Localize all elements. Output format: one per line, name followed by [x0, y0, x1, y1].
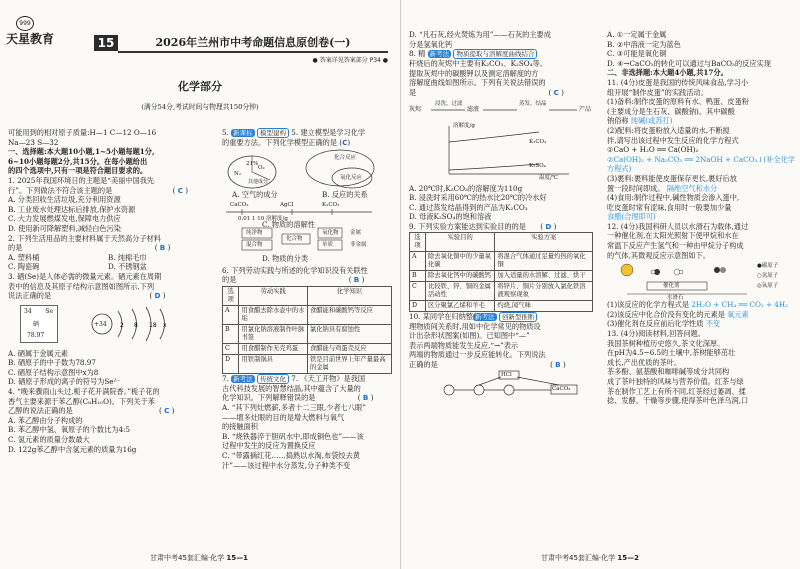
q12-text: (1)该反应的化学方程式是 2H₂O + CH₄ ══ CO₂ + 4H₂	[607, 300, 789, 310]
q8-option: C. 通过蒸发结晶得到的产品为K₂CO₃	[409, 202, 528, 212]
q7-stem: 7. 新考法 传统文化 7. 《天工开物》是我国	[222, 373, 366, 383]
table-row: D 用铁制锅具 铁是目前世界上年产量最高的金属	[223, 354, 392, 373]
q11-text: (2)配料:将皮蛋粉放入适量的水,不断搅	[607, 125, 730, 135]
pie-label: 其他成分	[248, 178, 269, 185]
q3-stem: 说法正确的是 ( D )	[8, 291, 166, 301]
legend-label: ●碳原子	[757, 263, 779, 270]
q11-equation: ①CaO + H₂O ══ Ca(OH)₂	[607, 145, 699, 155]
q1-option: A. 分类回收生活垃圾,充分利用资源	[8, 195, 121, 205]
q2-answer: B	[159, 243, 166, 253]
exam-number: 15	[94, 35, 118, 51]
q2-stem: 2. 下列生活用品的主要材料属于天然高分子材料	[8, 233, 161, 243]
flow-step: 滤液	[467, 105, 480, 113]
q8-stem: 是 ( C )	[409, 87, 564, 97]
q10-option: A. ①一定属于金属	[607, 30, 667, 39]
q7-option: 过程中发生的反应为置换反应	[222, 441, 316, 451]
q8-option: D. 母液K₂SO₄的饱和溶液	[409, 212, 492, 222]
page-header	[0, 0, 400, 64]
q13-text: 捻、发酵、干燥等步骤,使得茶叶色泽乌润,口	[607, 396, 749, 406]
right-page-column-1	[409, 30, 595, 400]
table-row: C 用食醋制作无壳鸡蛋 食醋能与鸡蛋壳反应	[223, 343, 392, 354]
q11-stem: 11. (4分)皮蛋是我国的传统风味食品,学习小	[607, 77, 749, 87]
q7-option: C. “带露摘红花……捣熟以水淘,布袋绞去黄	[222, 450, 360, 460]
q12-text: (2)该反应中化合价没有变化的元素是 氧元素	[607, 309, 749, 319]
q2-options: A. 塑料桶 B. 纯棉毛巾	[8, 252, 147, 262]
left-page-column-2	[222, 128, 394, 470]
table-row: C 比较铁、锌、铜的金属活动性 将锌片、铜片分别放入氯化铁溶液观察现象	[410, 281, 593, 300]
solubility-label: K₂CO₃	[322, 201, 340, 208]
part1-heading: 6~10小题每题2分,共15分。在每小题给出	[8, 156, 148, 166]
part1-heading: 的四个选项中,只有一项是符合题目要求的。	[8, 166, 148, 176]
q8-option: B. 浸洗时采用60℃的热水比20℃的冷水好	[409, 193, 547, 203]
q4-answer: C	[164, 406, 170, 416]
legend-label: ◎氧原子	[757, 283, 779, 290]
solubility-curve	[429, 122, 579, 182]
table-header: 实验方案	[495, 232, 593, 251]
q5-tag: 模型建构	[257, 128, 289, 138]
q9-answer: D	[545, 221, 552, 231]
q12-stem: 12. (4分)我国科研人员以水滑石为载体,通过	[607, 221, 749, 231]
right-page	[400, 0, 800, 569]
q13-stem: 13. (4分)阅读材料,回答问题。	[607, 329, 706, 339]
q6-answer: B	[353, 275, 360, 285]
q11-answer: 纯碱(或苏打)	[630, 116, 673, 126]
q7-option: 的接触面积	[222, 422, 258, 432]
q3-figure	[8, 301, 218, 349]
node-label: HCl	[501, 371, 512, 378]
q1-answer: C	[177, 185, 183, 195]
left-column	[8, 128, 218, 454]
q1-stem: 1. 2025年我国环境日的主题是“美丽中国我先	[8, 175, 155, 185]
node-label: CaCO₃	[552, 385, 571, 392]
table-row: D 区分聚氯乙烯和羊毛 灼烧,闻气味	[410, 300, 593, 311]
q7-option: 汁”——该过程中水分蒸发,分子种类不变	[222, 460, 351, 470]
q2-options: C. 陶瓷碗 D. 不锈钢盆	[8, 262, 147, 272]
q12-diagram	[607, 260, 797, 300]
q7-stem: 古代科技发展的智慧结晶,其中蕴含了大量的	[222, 383, 361, 393]
q8-stem: 秆烧后的灰烬中主要有K₂CO₃、K₂SO₄等。	[409, 59, 547, 69]
class-label: 单质	[322, 241, 334, 248]
q13-text: 茶在制作工艺上有所不同,红茶经过萎凋、揉	[607, 386, 746, 396]
diagram-label: 催化剂	[663, 283, 680, 290]
part2-heading: 二、非选择题:本大题4小题,共17分。	[607, 68, 728, 78]
q8-solubility-chart	[409, 122, 595, 184]
q13-text: 我国茶树种植历史悠久,茶文化深厚。	[607, 338, 725, 348]
figure-caption: C. 物质的溶解性	[262, 219, 315, 229]
q3-answer: D	[154, 291, 161, 301]
q4-option: A. 苯乙醇由分子构成的	[8, 415, 83, 425]
axis-label: 温度/℃	[539, 174, 559, 181]
q9-table	[409, 232, 593, 312]
q8-answer: C	[553, 87, 559, 97]
pie-label: N₂	[234, 170, 242, 177]
q4-option: C. 氢元素的质量分数最大	[8, 435, 90, 445]
q11-text: 吃皮蛋时常有涩味,食用时一般要加少量	[607, 202, 732, 212]
q10-stem: 计出杂形状图案(如图)。已知图中“—”	[409, 331, 530, 341]
flow-step: 浸洗、过滤	[435, 100, 463, 107]
q1-option: B. 工业废水处理达标后排放,保护水资源	[8, 204, 136, 214]
q7-option: B. “烧铁器淬于胆矾水中,即成铜色也”——该	[222, 431, 364, 441]
page-title: 2026年兰州市中考命题信息原创卷(一)	[118, 35, 388, 53]
flow-step: 蒸发、结晶	[519, 100, 547, 107]
q8-flowchart	[409, 98, 595, 122]
q4-stem: 4. “晚来骤雨山头过,栀子花开满院香。”栀子花的	[8, 387, 160, 397]
q10-stem: 理物质间关系时,用如中化学常见的物质设	[409, 321, 541, 331]
q11-text: (4)食用:制作过程中,碱性物质会渗入蛋中,	[607, 193, 740, 203]
relation-label: 化合反应	[334, 154, 357, 161]
q7-option: A. “其下列灶燃薪,多者十二三眼,少者七八眼”	[222, 402, 366, 412]
q8-stem: 8. 精 新考法 物质提取与溶解度曲线结合	[409, 49, 595, 59]
series-label: K₂SO₄	[529, 162, 546, 169]
q5-stem: 5. 新课标 模型建构 5. 建立模型是学习化学	[222, 128, 366, 137]
q11-text: 拌,请写出该过程中发生反应的化学方程式	[607, 135, 739, 145]
q4-option: D. 122g苯乙醇中含氢元素的质量为16g	[8, 444, 137, 454]
q6-stem: 6. 下列劳动实践与所述的化学知识没有关联性	[222, 265, 368, 275]
figure-caption: B. 反应的关系	[322, 189, 368, 199]
class-label: 纯净物	[246, 229, 263, 236]
svg-text:x: x	[163, 321, 167, 329]
svg-text:18: 18	[149, 321, 157, 329]
q13-text: 成长,产出优质的茶叶。	[607, 357, 682, 367]
q8-option: A. 20℃时,K₂CO₃的溶解度为110g	[409, 183, 523, 193]
footer-left: 甘肃中考45套汇编·化学 15—1	[150, 554, 248, 562]
q4-stem: 乙醇的说法正确的是 ( C )	[8, 406, 175, 416]
q7-stem: 化学知识。下列解释错误的是 ( B )	[222, 393, 374, 403]
q10-stem: 正确的是 ( B )	[409, 359, 566, 369]
q12-stem: 常温下反应产生氢气和一种由甲烷分子构成	[607, 241, 744, 251]
atomic-mass-line: 可能用到的相对原子质量:H—1 C—12 O—16	[8, 128, 157, 137]
axis-label: 溶解度/g	[453, 122, 475, 129]
diagram-label: 水滑石	[667, 295, 684, 302]
q11-text: (3)裹料:裹料能使皮蛋保存更长,裹好后放	[607, 173, 737, 183]
flow-step: 产品	[579, 105, 592, 113]
relation-label: 氧化反应	[340, 174, 363, 181]
svg-text:8: 8	[134, 321, 138, 329]
nucleus-charge: +34	[94, 320, 107, 328]
q7-option: 分是氢氧化钙	[409, 39, 453, 49]
q9-stem: 9. 下列实验方案能达到实验目的的是 ( D )	[409, 221, 557, 231]
q4-option: B. 苯乙醇中氢、氧原子的个数比为4:5	[8, 425, 131, 435]
q12-text: (3)催化剂在反应前后化学性质 不变	[607, 319, 721, 329]
q3-stem: 表中的信息及其原子结构示意图如图所示,下列	[8, 281, 155, 291]
q1-stem: 行”。下列做法不符合该主题的是 ( C )	[8, 185, 189, 195]
class-label: 金属	[350, 229, 362, 236]
part1-heading: 一、选择题:本大题10小题,1~5小题每题1分,	[8, 147, 155, 157]
solubility-scale: 0.01 1 10 溶解度/g	[238, 215, 288, 222]
q12-stem: 的气体,其微观反应示意图如下。	[607, 250, 710, 260]
q12-stem: 一种催化剂,在太阳光照射下使甲烷和水在	[607, 231, 739, 241]
q2-stem: 的是 ( B )	[8, 243, 171, 253]
q3-option: C. 硒原子结构示意图中x为8	[8, 367, 99, 377]
figure-caption: A. 空气的成分	[232, 189, 278, 199]
flow-step: 灰烬	[409, 105, 422, 113]
q13-text: 在pH为4.5~6.5的土壤中,茶树能够茁壮	[607, 348, 736, 358]
periodic-cell: 34 Se 硒 78.97	[20, 305, 58, 343]
q10-diagram	[409, 370, 595, 400]
table-header: 化学知识	[307, 286, 391, 305]
series-label: K₂CO₃	[529, 138, 547, 145]
q11-answer: 隔绝空气和水分	[666, 183, 718, 193]
q11-stem: 组开展“制作皮蛋”的实践活动。	[607, 87, 708, 97]
q8-stem: 溶解度曲线如图所示。下列有关说法错误的	[409, 78, 546, 88]
class-label: 非金属	[350, 241, 367, 248]
q7-option: ——增多灶眼的目的是增大燃料与氧气	[222, 412, 345, 422]
table-row: A 用食醋去除水壶中的水垢 食醋能和碳酸钙等反应	[223, 305, 392, 324]
footer-right: 甘肃中考45套汇编·化学 15—2	[541, 554, 639, 562]
q10-option: C. ③可能是氧化铜	[607, 49, 667, 59]
q11-text: 钠俗称 纯碱(或苏打)	[607, 116, 673, 126]
brand-name: 天星教育	[6, 32, 55, 46]
q11-text: (主要成分是生石灰、碳酸钠)。其中碳酸	[607, 106, 735, 116]
pie-label: 21%	[246, 160, 259, 167]
q3-option: B. 硒原子的中子数为78.97	[8, 358, 96, 368]
table-header: 劳动实践	[239, 286, 307, 305]
q13-text: 成了茶叶独特的风味与营养价值。红茶与绿	[607, 377, 744, 386]
table-row: B 用氯化钠溶液制作叶脉书签 氯化钠具有腐蚀性	[223, 324, 392, 343]
q3-stem: 3. 硒(Se)是人体必需的微量元素。硒元素在周期	[8, 271, 162, 281]
q7-answer: B	[362, 393, 369, 403]
q3-option: A. 硒属于金属元素	[8, 348, 69, 358]
q11-equation: ②Ca(OH)₂ + Na₂CO₃ ══ 2NaOH + CaCO₃↓(补全化学方程式)	[607, 154, 795, 174]
legend-label: ○氢原子	[757, 273, 779, 280]
pie-label: O₂	[258, 164, 265, 171]
table-header: 选项	[223, 286, 239, 305]
table-row: B 除去氧化钙中的碳酸钙 加入适量的水溶解、过滤、烘干	[410, 270, 593, 281]
q10-stem: 10. 某同学在归纳整 新考法 创新型推断	[409, 312, 595, 322]
q13-text: 茶多酚、氨基酸和咖啡碱等成分共同构	[607, 367, 730, 377]
q10-option: B. ②中溶液一定为蓝色	[607, 39, 681, 49]
q3-option: D. 硒原子形成的离子的符号为Se²⁻	[8, 377, 121, 387]
q10-stem: 两端的物质通过一步反应能转化。下列说法	[409, 350, 546, 360]
q6-table	[222, 286, 392, 374]
q11-text: 置一段时间即成。 隔绝空气和水分	[607, 183, 718, 193]
answer-reference: ● 答案详见答案部分 P34 ●	[312, 57, 388, 64]
svg-text:2: 2	[120, 321, 124, 329]
solubility-label: AgCl	[280, 201, 294, 208]
right-page-column-2	[607, 30, 797, 406]
section-title: 化学部分	[178, 80, 222, 93]
section-note: (满分54分,考试时间与物理共150分钟)	[141, 103, 259, 111]
table-row: A 除去氧化铜中的少量氧化碳 将混合气体通过足量灼热的氧化铜	[410, 251, 593, 270]
class-label: 混合物	[246, 241, 263, 248]
q6-stem: 的是 ( B )	[222, 275, 365, 285]
table-header: 实验目的	[426, 232, 495, 251]
q10-option: D. ④→CaCO₃的转化可以通过与BaCO₃的反应实现	[607, 58, 771, 68]
figure-caption: D. 物质的分类	[262, 253, 309, 263]
q10-stem: 表示两端物质能发生反应,“→”表示	[409, 340, 519, 350]
q1-option: D. 使用新可降解塑料,减轻白色污染	[8, 223, 121, 233]
q5-tag: 新课标	[233, 129, 253, 137]
q1-option: C. 大力发展燃煤发电,保障电力供应	[8, 214, 121, 224]
q8-stem: 提取灰烬中的碳酸钾以及测定溶解度的方	[409, 68, 539, 78]
q5-stem: 的重要方法。下列化学模型正确的是 (C)	[222, 138, 351, 147]
q5-figures	[222, 148, 394, 266]
brand-logo-icon: 999	[16, 16, 34, 31]
q4-stem: 香气主要来源于苯乙醇(C₈H₁₀O)。下列关于苯	[8, 396, 155, 406]
class-label: 化合物	[286, 235, 303, 242]
q10-answer: B	[555, 359, 561, 369]
q7-option: D. “凡石灰,经火焚炼为用”——石灰的主要成	[409, 30, 551, 39]
q5-answer: C	[342, 138, 348, 147]
q11-text: (1)备料:制作皮蛋的原料有水、鸭蛋、皮蛋粉	[607, 97, 749, 107]
atomic-mass-line: Na—23 S—32	[8, 137, 59, 147]
table-header: 选项	[410, 232, 426, 251]
q11-answer: 食醋(合理即可)	[607, 212, 656, 222]
solubility-label: CaCO₃	[230, 201, 249, 208]
class-label: 氧化物	[322, 229, 339, 236]
